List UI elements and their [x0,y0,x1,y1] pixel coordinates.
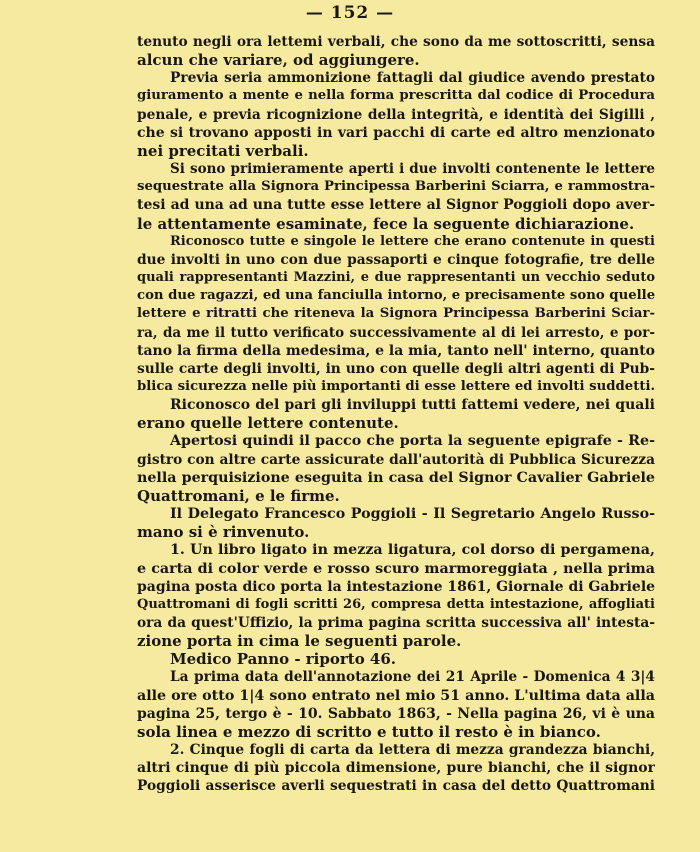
text-line: 2. Cinque fogli di carta da lettera di mezza grandezza bianchi, [170,742,655,759]
text-line: La prima data dell'annotazione dei 21 Aprile - Domenica 4 3|4 [170,669,655,686]
text-line: Previa seria ammonizione fattagli dal giudice avendo prestato [170,70,655,87]
text-line: alle ore otto 1|4 sono entrato nel mio 51 anno. L'ultima data alla [137,687,655,704]
text-line: con due ragazzi, ed una fanciulla intorno, e precisamente sono quelle [137,288,655,304]
text-line: le attentamente esaminate, fece la seguente dichiarazione. [137,214,635,233]
text-line: quali rappresentanti Mazzini, e due rappresentanti un vecchio seduto [137,270,655,286]
text-line: Riconosco del pari gli inviluppi tutti fattemi vedere, nei quali [170,397,655,414]
text-line: Medico Panno - riporto 46. [170,650,397,669]
page-number: — 152 — [305,3,395,23]
text-line: penale, e previa ricognizione della integrità, e identità dei Sigilli , [137,106,655,123]
text-line: nei precitati verbali. [137,141,309,160]
text-line: due involti in uno con due passaporti e cinque fotografie, tre delle [137,251,655,268]
text-line: erano quelle lettere contenute. [137,414,399,433]
text-line: ora da quest'Uffizio, la prima pagina scritta successiva all' intesta- [137,615,655,631]
text-line: Il Delegato Francesco Poggioli - Il Segretario Angelo Russo- [170,506,655,523]
text-line: Apertosi quindi il pacco che porta la seguente epigrafe - Re- [170,433,655,450]
text-line: tano la firma della medesima, e la mia, tanto nell' interno, quanto [137,342,655,359]
text-line: mano si è rinvenuto. [137,523,310,542]
text-line: sulle carte degli involti, in uno con quelle degli altri agenti di Pub- [137,360,655,377]
text-line: Poggioli asserisce averli sequestrati in casa del detto Quattromani [137,778,655,795]
body-text [137,33,655,796]
text-line: lettere e ritratti che riteneva la Signora Principessa Barberini Sciar- [137,306,655,322]
text-line: Riconosco tutte e singole le lettere che erano contenute in questi [170,233,655,249]
text-line: gistro con altre carte assicurate dall'autorità di Pubblica Sicurezza [137,451,655,468]
text-line: che si trovano apposti in vari pacchi di carte ed altro menzionato [137,124,655,141]
text-line: nella perquisizione eseguita in casa del Signor Cavalier Gabriele [137,469,655,486]
text-line: pagina 25, tergo è - 10. Sabbato 1863, - Nella pagina 26, vi è una [137,705,655,722]
text-line: altri cinque di più piccola dimensione, pure bianchi, che il signor [137,760,655,777]
text-line: sola linea e mezzo di scritto e tutto il resto è in bianco. [137,722,601,741]
text-line: Quattromani, e le firme. [137,486,340,505]
text-line: giuramento a mente e nella forma prescritta dal codice di Procedura [137,88,655,104]
text-line: zione porta in cima le seguenti parole. [137,632,462,651]
text-line: Si sono primieramente aperti i due involti contenente le lettere [170,161,655,178]
text-line: alcun che variare, od aggiungere. [137,51,420,70]
text-line: e carta di color verde e rosso scuro marmoreggiata , nella prima [137,560,655,577]
text-line: blica sicurezza nelle più importanti di esse lettere ed involti suddetti. [137,378,655,394]
text-line: tesi ad una ad una tutte esse lettere al Signor Poggioli dopo aver- [137,197,655,214]
text-line: ra, da me il tutto verificato successivamente al di lei arresto, e por- [137,324,655,341]
text-line: 1. Un libro ligato in mezza ligatura, col dorso di pergamena, [170,542,655,559]
text-line: Quattromani di fogli scritti 26, compresa detta intestazione, affogliati [137,596,655,612]
text-line: pagina posta dico porta la intestazione 1861, Giornale di Gabriele [137,578,655,595]
text-line: tenuto negli ora lettemi verbali, che sono da me sottoscritti, sensa [137,34,655,50]
text-line: sequestrate alla Signora Principessa Barberini Sciarra, e rammostra- [137,179,655,195]
